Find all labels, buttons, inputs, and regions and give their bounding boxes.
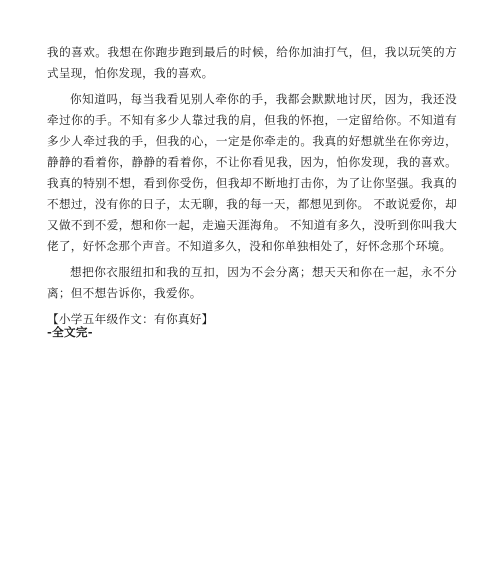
essay-title-line: 【小学五年级作文：有你真好】 bbox=[47, 312, 214, 326]
paragraph-3: 想把你衣服纽扣和我的互扣，因为不会分离；想天天和你在一起，永不分离；但不想告诉你，我爱你。 bbox=[47, 265, 457, 300]
end-of-text-mark: -全文完- bbox=[47, 325, 93, 339]
paragraph-2: 你知道吗，每当我看见别人牵你的手，我都会默默地讨厌，因为，我还没牵过你的手。不知有多少人靠过我的肩，但我的怀抱，一定留给你。不知道有多少人牵过我的手，但我的心，一定是你牵走的。我真的好想就坐在你旁边，静静的看着你，静静的看着你，不让你看见我，因为，怕你发现，我的喜欢。我真的特别不想，看到你受伤，但我却不断地打击你，为了让你坚强。我真的不想过，没有你的日子，太无聊，我的每一天，都想见到你。 不敢说爱你，却又做不到不爱，想和你一起，走遍天涯海角。 不知道有多久，没听到你叫我大佬了，好怀念那个声音。不知道多久，没和你单独相处了，好怀念那个环境。 bbox=[47, 92, 457, 253]
paragraph-1: 我的喜欢。我想在你跑步跑到最后的时候，给你加油打气，但，我以玩笑的方式呈现，怕你发现，我的喜欢。 bbox=[47, 45, 457, 80]
document-body bbox=[47, 42, 457, 330]
